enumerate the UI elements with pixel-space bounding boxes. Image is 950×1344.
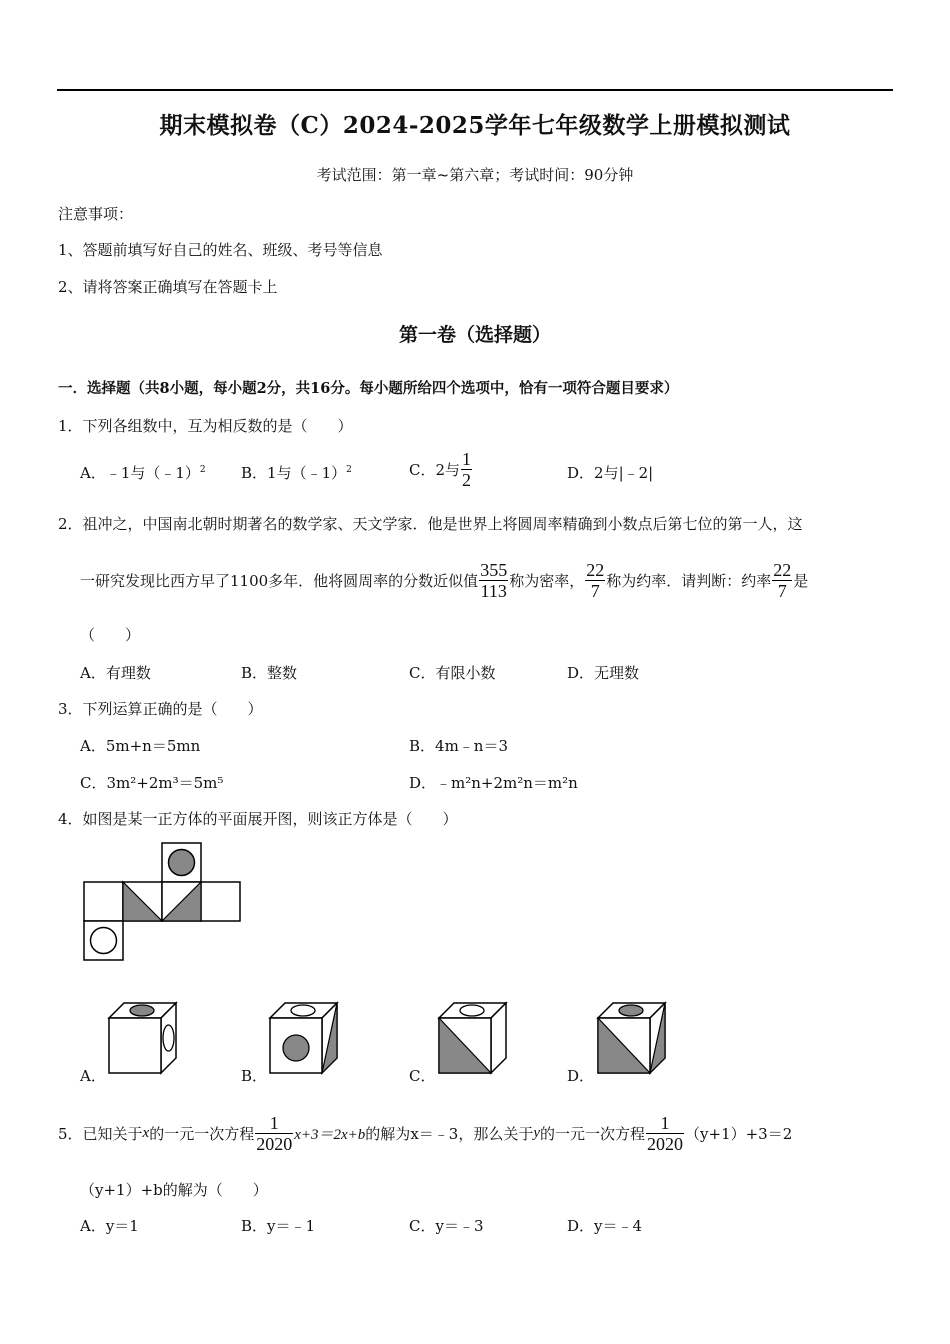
q5-option-b[interactable]: B．y＝﹣1 [241,1217,316,1235]
top-rule [57,89,893,91]
page-title: 期末模拟卷（C）2024-2025学年七年级数学上册模拟测试 [159,112,791,139]
q4-option-a[interactable]: A． [80,1067,106,1085]
question-5-line1: 5．已知关于x的一元一次方程 $\frac{1}{2020}$ x+3＝2x+b的解为x＝﹣3，那么关于y的一元一次方程 $\frac{1}{2020}$ （y+1）+3＝2 [58,1113,793,1154]
question-2-line3: （ ） [80,626,141,644]
note-item: 1、答题前填写好自己的姓名、班级、考号等信息 [58,241,383,259]
q1-option-a-text: A．﹣1与（﹣1） [80,464,200,482]
q1-option-a-exponent: 2 [199,465,206,475]
q3-option-b[interactable]: B．4m﹣n＝3 [409,737,508,755]
q1-option-b-text: B．1与（﹣1） [241,464,347,482]
cube-option-c[interactable] [436,1000,510,1076]
q4-option-c[interactable]: C． [409,1067,436,1085]
q1-fraction: $\frac{1}{2}$ [462,449,472,490]
question-5-line2: （y+1）+b的解为（ ） [80,1181,268,1199]
notes-heading: 注意事项： [58,205,134,223]
q1-option-c-text: C．2与 [409,461,461,479]
q2-option-c[interactable]: C．有限小数 [409,664,496,682]
q4-option-d[interactable]: D． [567,1067,595,1085]
cube-net-figure [80,840,245,964]
q1-option-b[interactable] [241,462,352,483]
fraction-1-2020-a: $\frac{1}{2020}$ [256,1113,293,1154]
section-title: 第一卷（选择题） [398,324,551,346]
q5-option-d[interactable]: D．y＝﹣4 [567,1217,643,1235]
q1-option-c[interactable] [409,449,473,490]
q2-option-b[interactable]: B．整数 [241,664,298,682]
fraction-355-113: $\frac{355}{113}$ [480,560,508,601]
note-item: 2、请将答案正确填写在答题卡上 [58,278,278,296]
q1-option-b-exponent: 2 [346,465,352,475]
part-heading: 一．选择题（共8小题，每小题2分，共16分。每小题所给四个选项中，恰有一项符合题目要求） [58,380,679,397]
q1-option-a[interactable] [80,462,206,483]
question-4-stem: 4．如图是某一正方体的平面展开图，则该正方体是（ ） [58,810,458,828]
q3-option-d[interactable]: D．﹣m²n+2m²n＝m²n [409,774,578,792]
q3-option-c[interactable]: C．3m²+2m³＝5m⁵ [80,774,224,792]
exam-scope: 考试范围：第一章~第六章；考试时间：90分钟 [316,166,634,184]
question-1-stem: 1．下列各组数中，互为相反数的是（ ） [58,417,353,435]
fraction-22-7-a: $\frac{22}{7}$ [586,560,605,601]
cube-option-d[interactable] [595,1000,669,1076]
question-2-line1: 2．祖冲之，中国南北朝时期著名的数学家、天文学家．他是世界上将圆周率精确到小数点后第七位的第一人，这 [58,515,803,533]
question-3-stem: 3．下列运算正确的是（ ） [58,700,263,718]
fraction-1-2020-b: $\frac{1}{2020}$ [647,1113,684,1154]
fraction-22-7-b: $\frac{22}{7}$ [773,560,792,601]
q2-option-d[interactable]: D．无理数 [567,664,640,682]
cube-option-a[interactable] [106,1000,180,1076]
q4-option-b[interactable]: B． [241,1067,268,1085]
q5-option-c[interactable]: C．y＝﹣3 [409,1217,484,1235]
question-2-line2: 一研究发现比西方早了1100多年．他将圆周率的分数近似值 $\frac{355}{113}$ 称为密率， $\frac{22}{7}$ 称为约率．请判断：约率 $\frac{22}{7}$ 是 [80,560,809,601]
q3-option-a[interactable]: A．5m+n＝5mn [80,737,201,755]
q1-option-d[interactable]: D．2与|﹣2| [567,464,654,482]
cube-option-b[interactable] [267,1000,341,1076]
q5-option-a[interactable]: A．y＝1 [80,1217,139,1235]
q2-option-a[interactable]: A．有理数 [80,664,151,682]
